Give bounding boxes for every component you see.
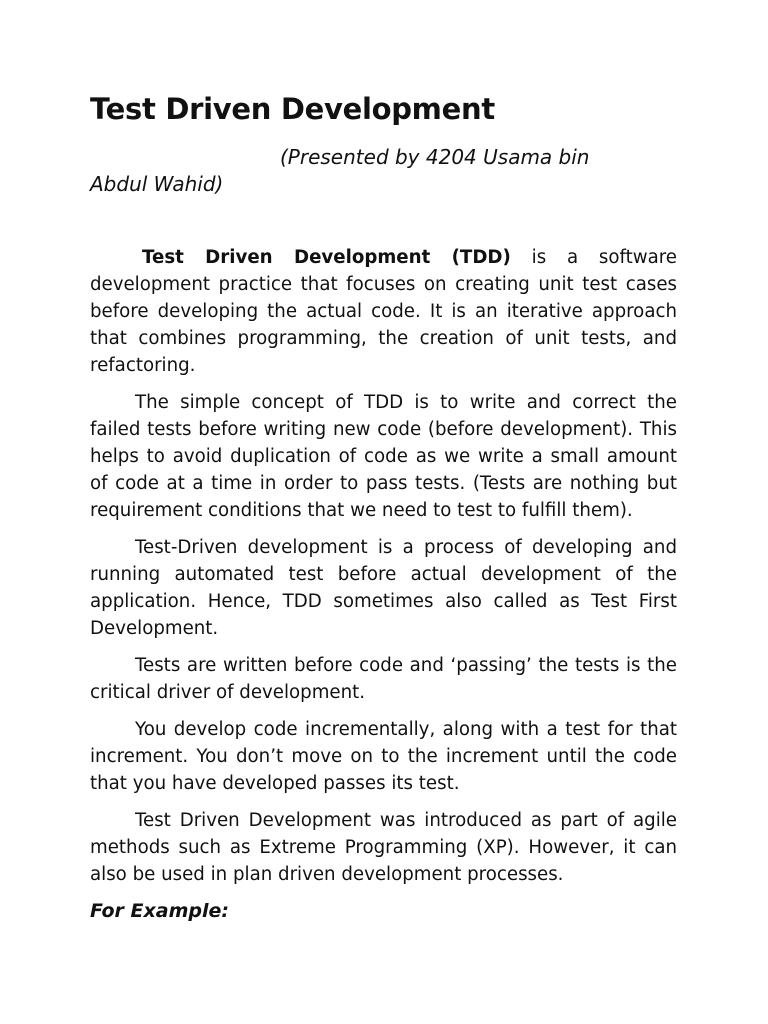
paragraph-tests-first: Tests are written before code and ‘passing’ the tests is the critical driver of development.: [90, 655, 677, 703]
paragraph-lead-term: Test Driven Development (TDD): [142, 247, 511, 268]
paragraph-text: is a software development practice that focuses on creating unit test cases before developing the actual code. It is an iterative approach that combines programming, the creation of unit tests, and refactoring.: [90, 247, 677, 376]
paragraph-incremental: You develop code incrementally, along with a test for that increment. You don’t move on to the increment until the code that you have developed passes its test.: [90, 719, 677, 794]
paragraph-agile: Test Driven Development was introduced as part of agile methods such as Extreme Programming (XP). However, it can also be used in plan driven development processes.: [90, 810, 677, 885]
paragraph-process: Test-Driven development is a process of developing and running automated test before actual development of the application. Hence, TDD sometimes also called as Test First Development.: [90, 537, 677, 639]
document-body: [90, 244, 677, 925]
document-title: Test Driven Development: [90, 92, 495, 126]
paragraph-intro: [90, 244, 677, 379]
example-heading: For Example:: [90, 900, 229, 922]
paragraph-concept: The simple concept of TDD is to write and correct the failed tests before writing new code (before development). This helps to avoid duplication of code as we write a small amount of code at a time in order to pass tests. (Tests are nothing but requirement conditions that we need to test to fulfill them).: [90, 392, 677, 521]
document-subtitle: (Presented by 4204 Usama bin Abdul Wahid): [90, 145, 590, 196]
